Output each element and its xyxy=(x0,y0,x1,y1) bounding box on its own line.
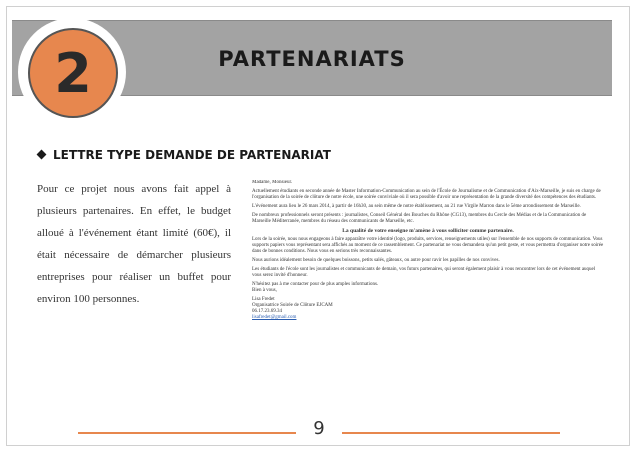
footer-rule-right xyxy=(342,432,560,434)
page-number: 9 xyxy=(313,418,325,439)
letter-paragraph: Les étudiants de l'école sont les journalistes et communicants de demain, vos futurs partenaires, qui seront également plaisir à vous rencontrer lors de cet événement auquel vous serez invité d'honneur. xyxy=(252,267,596,278)
letter-signoff: Bien à vous, xyxy=(252,288,277,293)
section-heading xyxy=(38,148,331,162)
letter-signature xyxy=(252,297,604,321)
letter-image xyxy=(252,180,604,402)
signature-name: Lisa Fredet xyxy=(252,297,275,302)
diamond-bullet-icon xyxy=(37,150,47,160)
signature-email-link[interactable]: lisafredet@gmail.com xyxy=(252,315,297,320)
letter-paragraph: De nombreux professionnels seront présents : journalistes, Conseil Général des Bouches du Rhône (CG13), membres du Cercle des Médias et de la Communication de Marseille Méditerranée, membres du réseau des communicants de Marseille, etc. xyxy=(252,213,587,224)
section-number: 2 xyxy=(54,41,92,105)
letter-paragraph: Actuellement étudiants en seconde année de Master Information-Communication au sein de l'École de Journalisme et de Communication d'Aix-Marseille, je suis en charge de l'organisation de la soirée de clôture de notre école, une soirée conviviale où il sera possible d'avoir une représentation de la grande diversité des compétences des étudiants. xyxy=(252,189,601,200)
letter-paragraph: Nous aurions idéalement besoin de quelques boissons, petits salés, gâteaux, ou autre pour ravir les papilles de nos convives. xyxy=(252,258,500,263)
letter-paragraph: L'événement aura lieu le 26 mars 2014, à partir de 16h30, au sein même de notre établissement, au 21 rue Virgile Marron dans le 5ème arrondissement de Marseille. xyxy=(252,204,581,209)
letter-emphasis: La qualité de votre enseigne m'amène à vous solliciter comme partenaire. xyxy=(342,228,514,234)
letter-paragraph: Lors de la soirée, nous nous engageons à faire apparaître votre identité (logo, produits, services, renseignements utiles) sur l'ensemble de nos supports de communication. Vous supports papiers vous représentant sera affichés au moment de ce rassemblement. Ce partenariat ne vous demandera qu'un petit geste, et vous permettra d'organiser notre soirée dans de bonnes conditions. Nous vous en serions très reconnaissantes. xyxy=(252,237,604,254)
signature-phone: 06.17.23.69.34 xyxy=(252,309,282,314)
page-title: PARTENARIATS xyxy=(218,47,406,71)
footer-rule-left xyxy=(78,432,296,434)
signature-role: Organisatrice Soirée de Clôture EJCAM xyxy=(252,303,333,308)
letter-closing: N'hésitez pas à me contacter pour de plus amples informations. xyxy=(252,282,379,287)
letter-paragraph xyxy=(252,282,604,294)
body-paragraph: Pour ce projet nous avons fait appel à plusieurs partenaires. En effet, le budget alloué à l'événement étant limité (60€), il était nécessaire de démarcher plusieurs entreprises pour réaliser un buffet pour environ 100 personnes. xyxy=(37,183,231,305)
letter-greeting: Madame, Monsieur. xyxy=(252,180,293,185)
section-heading-text: LETTRE TYPE DEMANDE DE PARTENARIAT xyxy=(53,148,331,162)
